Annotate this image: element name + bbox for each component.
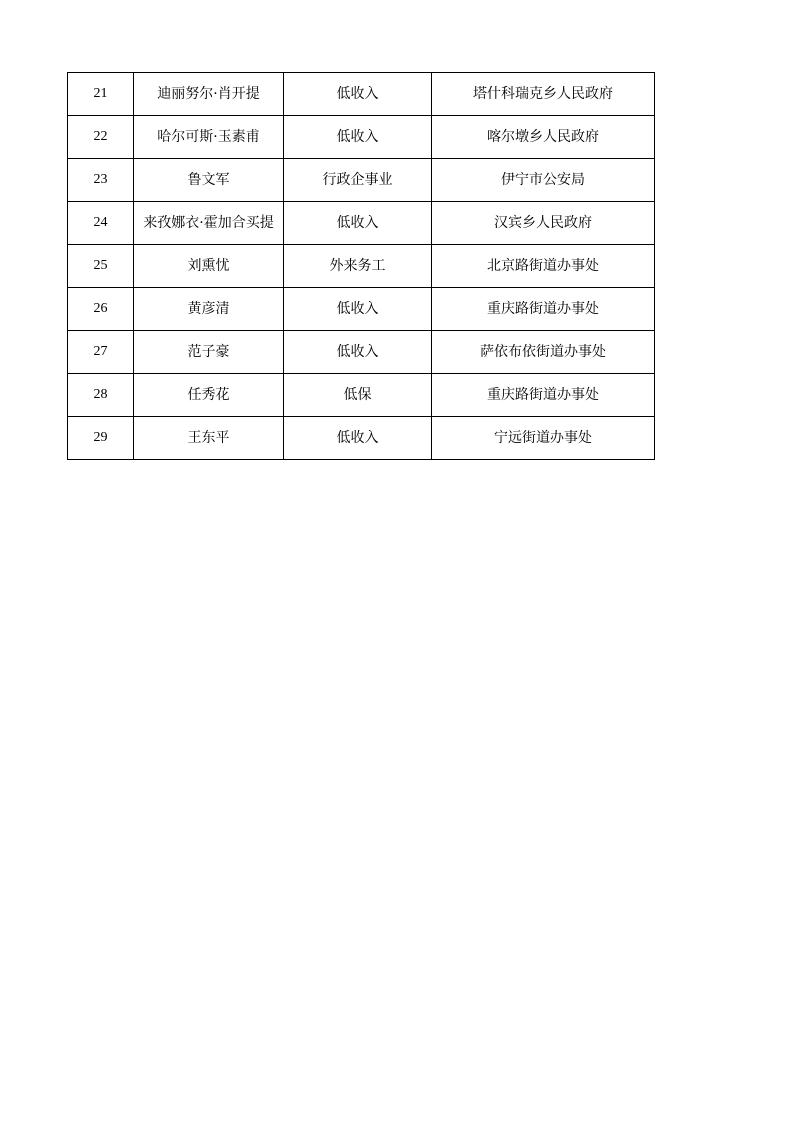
name-cell: 哈尔可斯·玉素甫 [134,116,284,159]
table-row [68,288,655,331]
unit-cell: 喀尔墩乡人民政府 [432,116,655,159]
table-row [68,202,655,245]
category-cell: 低保 [284,374,432,417]
roster-table [67,72,655,460]
name-cell: 任秀花 [134,374,284,417]
unit-cell: 塔什科瑞克乡人民政府 [432,73,655,116]
table-row [68,159,655,202]
row-number-cell: 29 [68,417,134,460]
category-cell: 低收入 [284,417,432,460]
row-number-cell: 26 [68,288,134,331]
name-cell: 黄彦清 [134,288,284,331]
name-cell: 来孜娜衣·霍加合买提 [134,202,284,245]
unit-cell: 萨依布依街道办事处 [432,331,655,374]
table-row [68,245,655,288]
name-cell: 迪丽努尔·肖开提 [134,73,284,116]
table-row [68,73,655,116]
category-cell: 低收入 [284,331,432,374]
table-row [68,331,655,374]
name-cell: 刘熏忧 [134,245,284,288]
name-cell: 范子豪 [134,331,284,374]
unit-cell: 北京路街道办事处 [432,245,655,288]
unit-cell: 重庆路街道办事处 [432,288,655,331]
row-number-cell: 28 [68,374,134,417]
category-cell: 行政企事业 [284,159,432,202]
row-number-cell: 25 [68,245,134,288]
table-row [68,417,655,460]
category-cell: 低收入 [284,116,432,159]
unit-cell: 重庆路街道办事处 [432,374,655,417]
row-number-cell: 23 [68,159,134,202]
row-number-cell: 24 [68,202,134,245]
table-row [68,374,655,417]
unit-cell: 汉宾乡人民政府 [432,202,655,245]
category-cell: 外来务工 [284,245,432,288]
name-cell: 鲁文军 [134,159,284,202]
table-row [68,116,655,159]
unit-cell: 伊宁市公安局 [432,159,655,202]
category-cell: 低收入 [284,73,432,116]
unit-cell: 宁远街道办事处 [432,417,655,460]
row-number-cell: 21 [68,73,134,116]
name-cell: 王东平 [134,417,284,460]
category-cell: 低收入 [284,288,432,331]
row-number-cell: 27 [68,331,134,374]
row-number-cell: 22 [68,116,134,159]
category-cell: 低收入 [284,202,432,245]
